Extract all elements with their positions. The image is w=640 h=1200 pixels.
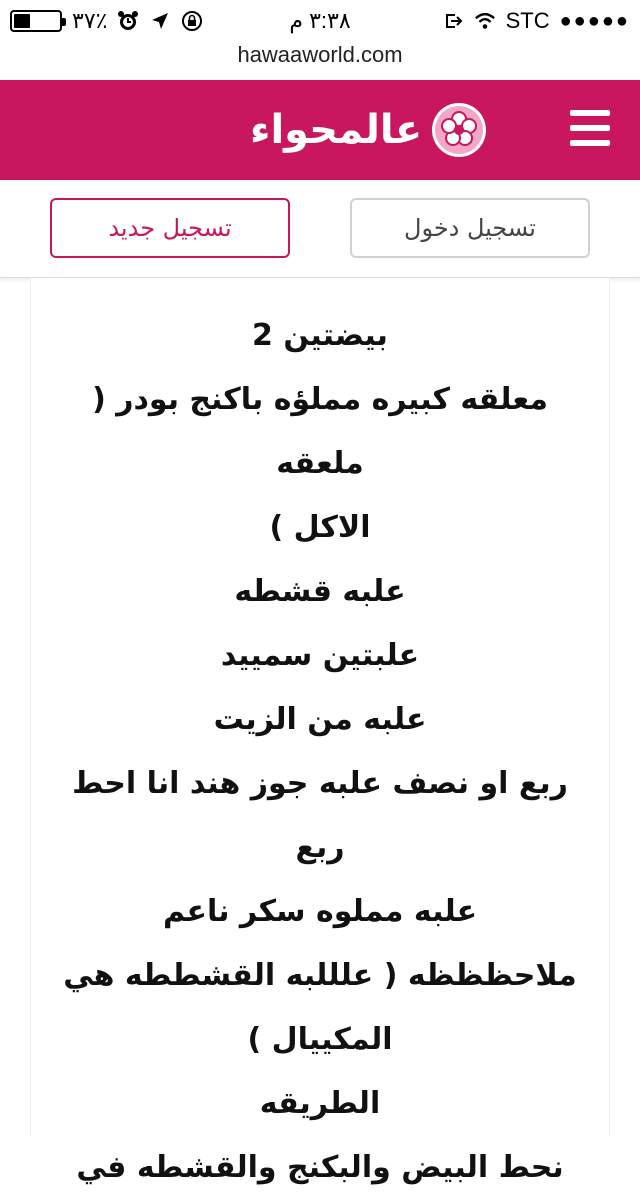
- menu-bar-line: [570, 125, 610, 131]
- signal-strength-icon: ●●●●●: [559, 9, 630, 32]
- logo-text: عالمحواء: [250, 107, 423, 153]
- content-line: نحط البيض والبكنج والقشطه في: [76, 1150, 564, 1185]
- menu-bar-line: [570, 140, 610, 146]
- url-bar[interactable]: [0, 40, 640, 80]
- content-line: الطريقه: [259, 1086, 381, 1121]
- content-line: ملاحظظظه ( عل‍للبه القشططه هي: [63, 958, 577, 993]
- content-line: بيضتين 2: [252, 318, 388, 353]
- content-line: معلقه كبيره مملؤه باكنج بودر ( ملعقه: [92, 382, 548, 481]
- wifi-icon: [474, 10, 496, 32]
- register-button[interactable]: تسجيل جديد: [50, 198, 290, 258]
- menu-bar-line: [570, 110, 610, 116]
- status-bar: [0, 0, 640, 40]
- content-line: الاكل ): [269, 510, 371, 545]
- content-line: علبه قشطه: [234, 574, 406, 609]
- auth-bar: [0, 180, 640, 278]
- status-bar-right: [442, 8, 630, 34]
- site-header: [0, 80, 640, 180]
- recipe-text: [31, 278, 609, 1200]
- url-text[interactable]: hawaaworld.com: [237, 42, 403, 67]
- content-line: علبه مملوه سكر ناعم: [162, 894, 478, 929]
- back-to-app-icon: [442, 10, 464, 32]
- clock: ٣:٣٨ م: [289, 8, 351, 33]
- hamburger-menu-icon[interactable]: [570, 110, 610, 146]
- battery-percent: ٣٧٪: [72, 8, 108, 33]
- content-line: ربع: [295, 830, 345, 865]
- site-logo[interactable]: [250, 100, 488, 160]
- flower-logo-icon: [430, 101, 488, 159]
- content-line: علبتين سمييد: [220, 638, 420, 673]
- login-button[interactable]: تسجيل دخول: [350, 198, 590, 258]
- carrier-name: STC: [505, 8, 550, 33]
- content-line: علبه من الزيت: [213, 702, 427, 737]
- content-line: ربع او نصف علبه جوز هند انا احط: [72, 766, 568, 801]
- content-line: المكييال ): [247, 1022, 393, 1057]
- article-content: [30, 278, 610, 1185]
